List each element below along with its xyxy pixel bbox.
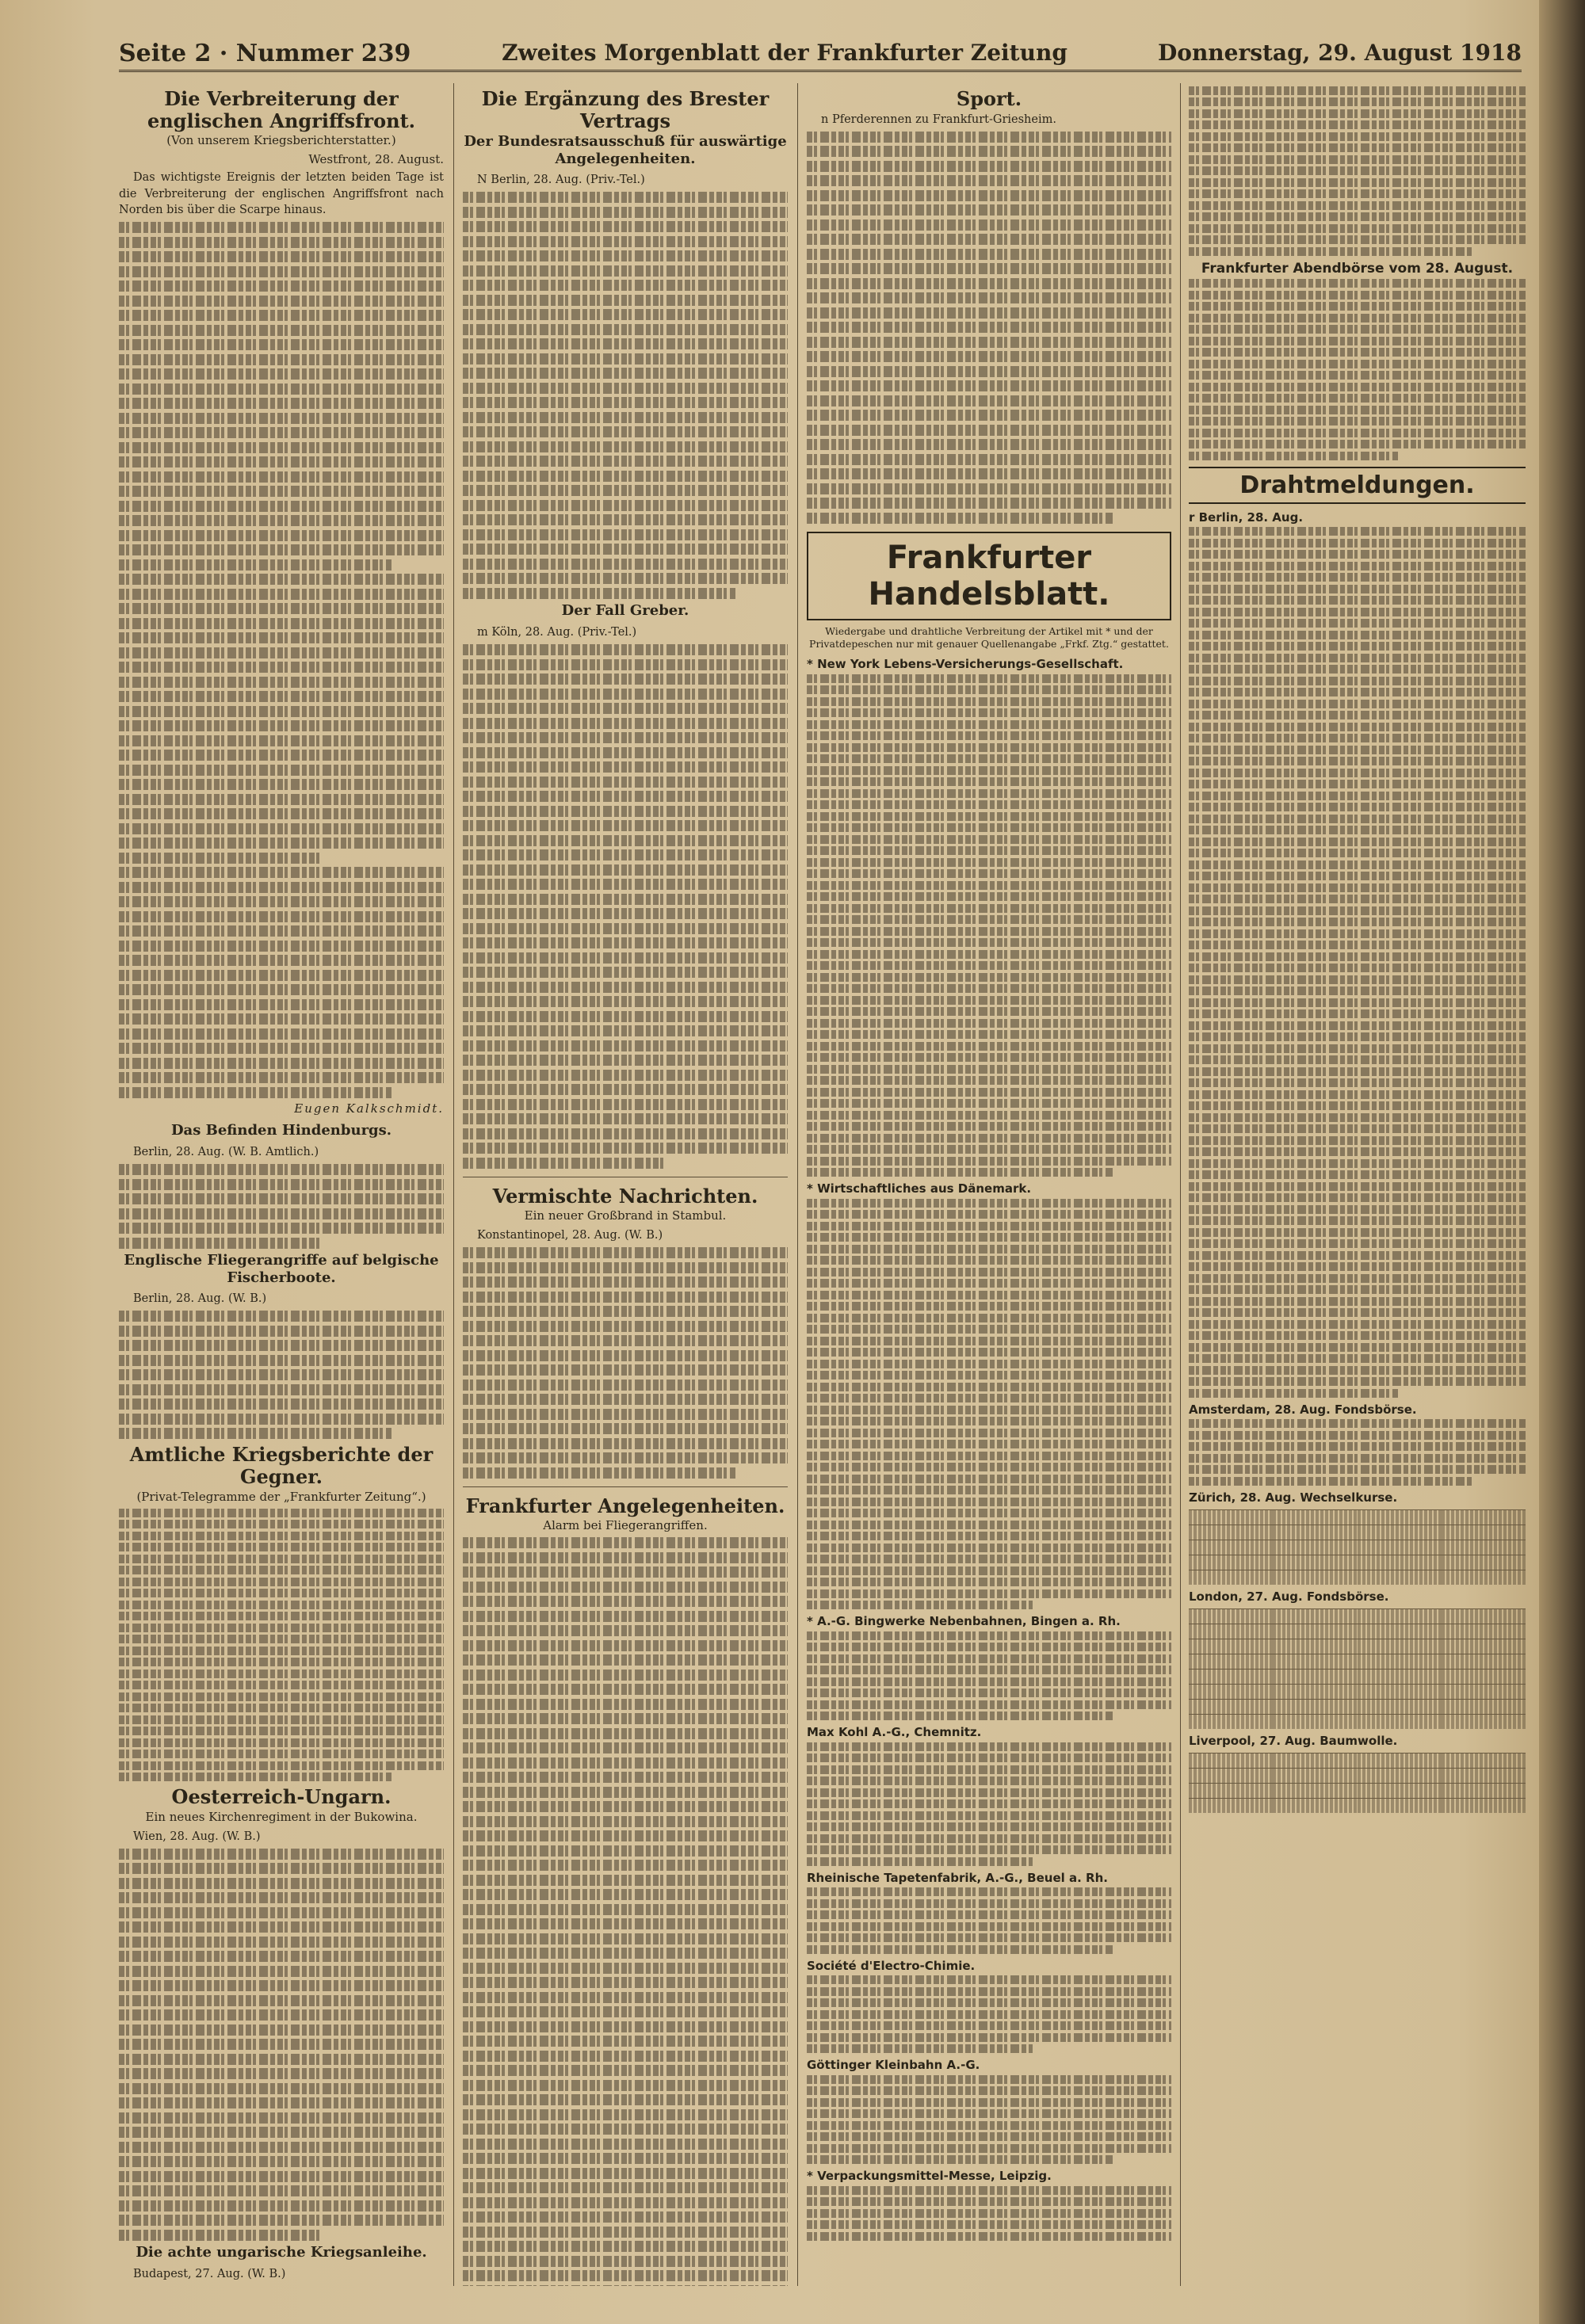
article-body-text <box>463 1537 788 2286</box>
column-3 <box>807 83 1171 2286</box>
business-item-title: * Verpackungsmittel-Messe, Leipzig. <box>807 2169 1052 2184</box>
article-body-text <box>463 644 788 1169</box>
article-subtitle: Der Bundesratsausschuß für auswärtige Angelegenheiten. <box>464 133 787 167</box>
article-subtitle: Alarm bei Fliegerangriffen. <box>543 1518 708 1533</box>
article-body-text <box>807 2186 1171 2241</box>
article-body-text <box>463 192 788 599</box>
article-body-text <box>119 1849 444 2241</box>
article-title: Die achte ungarische Kriegsanleihe. <box>136 2244 427 2261</box>
article-body-text <box>119 1164 444 1249</box>
article-body-text <box>119 1509 444 1782</box>
banner-note: Wiedergabe und drahtliche Verbreitung der Artikel mit * und der Privatdepeschen nur mit genauer Quellenangabe „Frkf. Ztg.“ gestattet. <box>809 624 1169 650</box>
article-lead: Konstantinopel, 28. Aug. (W. B.) <box>477 1229 663 1242</box>
article-body-text <box>807 1742 1171 1866</box>
article-subtitle: Ein neuer Großbrand in Stambul. <box>524 1208 727 1223</box>
business-item-title: * New York Lebens-Versicherungs-Gesellschaft. <box>807 657 1124 672</box>
stock-quote-table <box>1189 1608 1526 1729</box>
article-body-text <box>807 2075 1171 2165</box>
article-body-text <box>807 674 1171 1177</box>
cotton-price-table <box>1189 1753 1526 1813</box>
page-binding-edge <box>1539 0 1585 2324</box>
section-divider <box>463 1486 788 1487</box>
column-4 <box>1189 83 1526 2286</box>
article-body-text <box>119 222 444 1098</box>
business-item-title: r Berlin, 28. Aug. <box>1189 509 1304 525</box>
article-body-text <box>1189 86 1526 256</box>
article-title: Amtliche Kriegsberichte der Gegner. <box>129 1443 433 1488</box>
column-rule <box>453 83 454 2286</box>
article-body-text <box>119 1311 444 1439</box>
article-body-text <box>1189 527 1526 1398</box>
business-item-title: Société d'Electro-Chimie. <box>807 1958 976 1973</box>
business-item-title: Zürich, 28. Aug. Wechselkurse. <box>1189 1490 1398 1505</box>
article-title: Die Verbreiterung der englischen Angriffsfront. <box>147 87 416 132</box>
article-title: Die Ergänzung des Brester Vertrags <box>481 87 770 132</box>
section-banner: Frankfurter Handelsblatt. <box>807 532 1171 620</box>
article-lead: m Köln, 28. Aug. (Priv.-Tel.) <box>477 626 637 639</box>
business-item-title: Amsterdam, 28. Aug. Fondsbörse. <box>1189 1402 1417 1417</box>
article-subtitle: Ein neues Kirchenregiment in der Bukowina. <box>145 1809 418 1824</box>
article-title: Vermischte Nachrichten. <box>492 1184 758 1208</box>
author-signature: Eugen Kalkschmidt. <box>294 1101 444 1116</box>
article-body-text <box>807 1631 1171 1721</box>
article-body-text <box>807 1975 1171 2053</box>
business-item-title: * Wirtschaftliches aus Dänemark. <box>807 1181 1032 1196</box>
article-title: Der Fall Greber. <box>561 602 689 620</box>
column-1 <box>119 83 444 2286</box>
section-title-sport: Sport. <box>956 87 1022 110</box>
page-number: Seite 2 · Nummer 239 <box>119 40 411 67</box>
masthead: Zweites Morgenblatt der Frankfurter Zeitung <box>502 40 1067 66</box>
article-subtitle: (Privat-Telegramme der „Frankfurter Zeitung“.) <box>136 1489 426 1504</box>
business-item-title: Rheinische Tapetenfabrik, A.-G., Beuel a. Rh. <box>807 1870 1108 1885</box>
article-body-text <box>463 1247 788 1479</box>
business-item-title: Max Kohl A.-G., Chemnitz. <box>807 1725 982 1740</box>
column-2 <box>463 83 788 2286</box>
article-body-text <box>807 1887 1171 1954</box>
page-header <box>119 40 1522 72</box>
article-body-text <box>807 1199 1171 1610</box>
article-subtitle: (Von unserem Kriegsberichterstatter.) <box>166 133 396 148</box>
article-lead: Wien, 28. Aug. (W. B.) <box>133 1830 261 1843</box>
business-item-title: * A.-G. Bingwerke Nebenbahnen, Bingen a. Rh. <box>807 1614 1121 1629</box>
article-lead: Berlin, 28. Aug. (W. B. Amtlich.) <box>133 1146 319 1159</box>
article-lead: N Berlin, 28. Aug. (Priv.-Tel.) <box>477 174 645 187</box>
article-title: Oesterreich-Ungarn. <box>171 1785 391 1809</box>
article-title: Frankfurter Angelegenheiten. <box>465 1494 785 1517</box>
article-title: Frankfurter Abendbörse vom 28. August. <box>1201 260 1514 277</box>
section-title-drahtmeldungen: Drahtmeldungen. <box>1189 467 1526 504</box>
article-lead: Berlin, 28. Aug. (W. B.) <box>133 1292 267 1306</box>
issue-date: Donnerstag, 29. August 1918 <box>1157 40 1522 66</box>
column-rule <box>797 83 798 2286</box>
article-lead: Das wichtigste Ereignis der letzten beiden Tage ist die Verbreiterung der englischen Angriffsfront nach Norden bis über die Scarpe hinaus. <box>119 171 444 217</box>
article-body-text <box>1189 279 1526 460</box>
article-lead: Budapest, 27. Aug. (W. B.) <box>133 2267 286 2280</box>
article-lead: n Pferderennen zu Frankfurt-Griesheim. <box>821 113 1056 126</box>
business-item-title: Göttinger Kleinbahn A.-G. <box>807 2058 980 2073</box>
article-body-text <box>1189 1419 1526 1486</box>
article-title: Das Befinden Hindenburgs. <box>170 1122 392 1139</box>
business-item-title: Liverpool, 27. Aug. Baumwolle. <box>1189 1733 1398 1748</box>
exchange-rate-table <box>1189 1509 1526 1585</box>
article-body-text <box>807 132 1171 524</box>
business-item-title: London, 27. Aug. Fondsbörse. <box>1189 1589 1389 1604</box>
article-title: Englische Fliegerangriffe auf belgische Fischerboote. <box>124 1252 439 1286</box>
column-rule <box>1180 83 1181 2286</box>
dateline: Westfront, 28. August. <box>308 152 444 167</box>
